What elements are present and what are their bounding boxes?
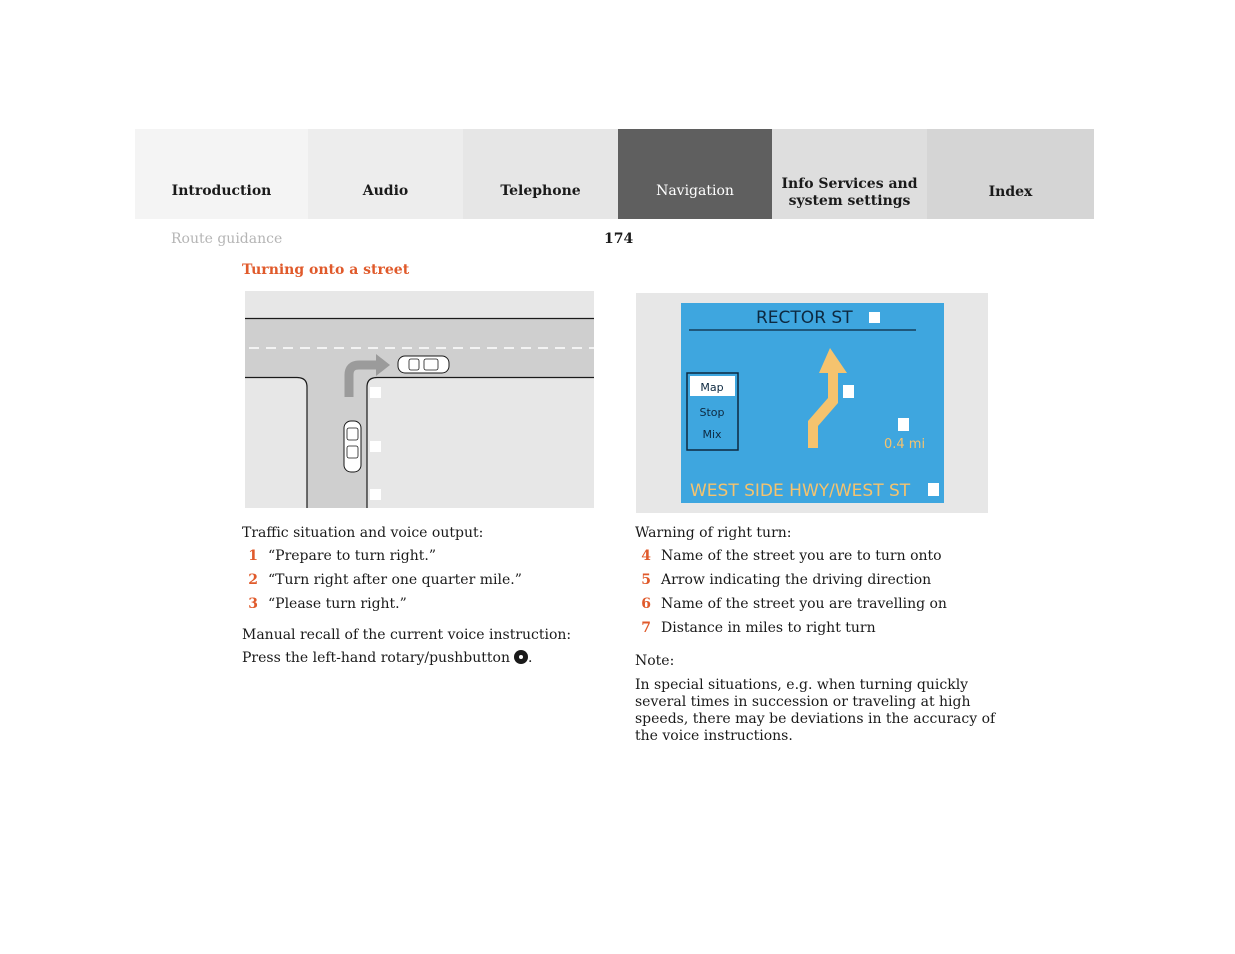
- page-heading: Turning onto a street: [242, 262, 410, 278]
- item-number: 1: [248, 548, 258, 564]
- warning-intro: Warning of right turn:: [635, 525, 792, 541]
- marker-1: [370, 387, 381, 398]
- rotary-pushbutton-icon: [514, 650, 528, 664]
- current-street-name: WEST SIDE HWY/WEST ST: [690, 481, 911, 501]
- press-text: Press the left-hand rotary/pushbutton: [242, 650, 510, 666]
- tab-index[interactable]: [927, 129, 1094, 219]
- list-item: [635, 548, 947, 572]
- section-title: Route guidance: [171, 231, 283, 247]
- item-text: “Turn right after one quarter mile.”: [268, 572, 522, 588]
- list-item: [242, 548, 522, 572]
- display-legend-list: [635, 548, 947, 644]
- marker-6: [928, 483, 939, 496]
- item-text: Name of the street you are to turn onto: [661, 548, 942, 564]
- list-item: [635, 620, 947, 644]
- tab-navigation[interactable]: [618, 129, 772, 219]
- list-item: [242, 596, 522, 620]
- manual-recall-text: Manual recall of the current voice instruction:: [242, 627, 572, 643]
- car-icon: [398, 356, 449, 373]
- item-number: 7: [641, 620, 651, 636]
- item-number: 2: [248, 572, 258, 588]
- item-text: Distance in miles to right turn: [661, 620, 876, 636]
- tab-audio[interactable]: [308, 129, 463, 219]
- tab-telephone[interactable]: [463, 129, 618, 219]
- distance-readout: 0.4 mi: [884, 437, 926, 452]
- chapter-tabs: [135, 129, 1094, 219]
- navigation-display-figure: [636, 293, 988, 513]
- press-end: .: [527, 650, 533, 666]
- menu-item-map[interactable]: Map: [700, 381, 724, 394]
- traffic-intro: Traffic situation and voice output:: [242, 525, 484, 541]
- tab-label: Index: [988, 184, 1033, 200]
- target-street-name: RECTOR ST: [756, 308, 853, 328]
- intersection-diagram: [245, 291, 594, 508]
- list-item: [242, 572, 522, 596]
- press-instruction: [242, 650, 532, 667]
- car-icon: [344, 421, 361, 472]
- tab-info-services[interactable]: [772, 129, 927, 219]
- item-number: 3: [248, 596, 258, 612]
- marker-4: [869, 312, 880, 323]
- tab-label: Audio: [362, 183, 409, 199]
- item-text: “Prepare to turn right.”: [268, 548, 436, 564]
- note-label: Note:: [635, 653, 675, 669]
- marker-2: [370, 441, 381, 452]
- item-text: “Please turn right.”: [268, 596, 407, 612]
- marker-7: [898, 418, 909, 431]
- item-text: Name of the street you are travelling on: [661, 596, 947, 612]
- marker-3: [370, 489, 381, 500]
- list-item: [635, 572, 947, 596]
- list-item: [635, 596, 947, 620]
- tab-label: Info Services and system settings: [781, 176, 918, 209]
- note-text: In special situations, e.g. when turning quickly several times in succession or traveling at high speeds, there may be deviations in the accuracy of the voice instructions.: [635, 677, 996, 744]
- page-number: 174: [604, 231, 634, 247]
- marker-5: [843, 385, 854, 398]
- item-number: 5: [641, 572, 651, 588]
- item-text: Arrow indicating the driving direction: [661, 572, 932, 588]
- tab-introduction[interactable]: [135, 129, 308, 219]
- menu-item-mix[interactable]: Mix: [702, 428, 722, 441]
- item-number: 4: [641, 548, 651, 564]
- tab-label: Telephone: [500, 183, 581, 199]
- menu-item-stop[interactable]: Stop: [699, 406, 725, 419]
- tab-label: Navigation: [656, 183, 734, 199]
- tab-label: Introduction: [171, 183, 272, 199]
- voice-output-list: [242, 548, 522, 620]
- item-number: 6: [641, 596, 651, 612]
